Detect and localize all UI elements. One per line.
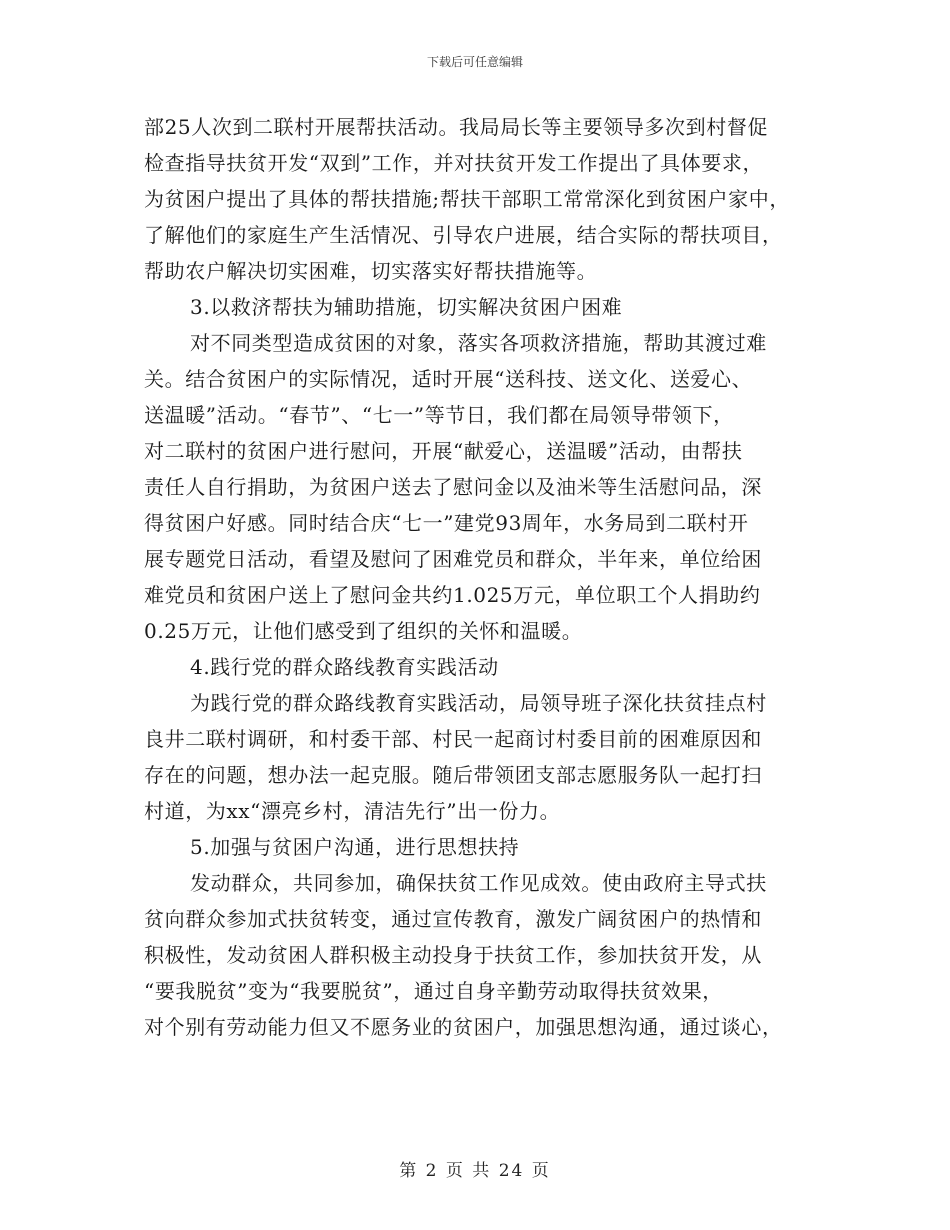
body-line: 积极性，发动贫困人群积极主动投身于扶贫工作，参加扶贫开发，从 — [144, 943, 762, 967]
document-body — [144, 109, 816, 1045]
body-line: 对二联村的贫困户进行慰问，开展“献爱心，送温暖”活动，由帮扶 — [144, 439, 743, 463]
body-line: 3.以救济帮扶为辅助措施，切实解决贫困户困难 — [190, 295, 623, 319]
page-number: 第 2 页 共 24 页 — [399, 1161, 551, 1181]
body-line: 村道，为xx“漂亮乡村，清洁先行”出一份力。 — [144, 799, 561, 823]
body-line: 为践行党的群众路线教育实践活动，局领导班子深化扶贫挂点村 — [190, 691, 767, 715]
body-line: 责任人自行捐助，为贫困户送去了慰问金以及油米等生活慰问品，深 — [144, 475, 762, 499]
body-line: 良井二联村调研，和村委干部、村民一起商讨村委目前的困难原因和 — [144, 727, 762, 751]
body-line: 4.践行党的群众路线教育实践活动 — [190, 655, 499, 679]
body-line: 发动群众，共同参加，确保扶贫工作见成效。使由政府主导式扶 — [190, 871, 767, 895]
body-line: 送温暖”活动。“春节”、“七一”等节日，我们都在局领导带领下， — [144, 403, 734, 427]
body-line: 检查指导扶贫开发“双到”工作，并对扶贫开发工作提出了具体要求， — [144, 151, 764, 175]
body-line: 难党员和贫困户送上了慰问金共约1.025万元，单位职工个人捐助约 — [144, 583, 761, 607]
body-line: 为贫困户提出了具体的帮扶措施;帮扶干部职工常常深化到贫困户家中， — [144, 187, 790, 211]
body-line: 对不同类型造成贫困的对象，落实各项救济措施，帮助其渡过难 — [190, 331, 767, 355]
body-line: 了解他们的家庭生产生活情况、引导农户进展，结合实际的帮扶项目， — [144, 223, 783, 247]
body-line: 5.加强与贫困户沟通，进行思想扶持 — [190, 835, 520, 859]
body-line: 0.25万元，让他们感受到了组织的关怀和温暖。 — [144, 619, 583, 643]
body-line: 部25人次到二联村开展帮扶活动。我局局长等主要领导多次到村督促 — [144, 115, 769, 139]
body-line: 关。结合贫困户的实际情况，适时开展“送科技、送文化、送爱心、 — [144, 367, 753, 391]
header-note: 下载后可任意编辑 — [426, 55, 523, 69]
body-line: 得贫困户好感。同时结合庆“七一”建党93周年，水务局到二联村开 — [144, 511, 749, 535]
body-line: 帮助农户解决切实困难，切实落实好帮扶措施等。 — [144, 259, 598, 283]
body-line: 对个别有劳动能力但又不愿务业的贫困户，加强思想沟通，通过谈心， — [144, 1015, 783, 1039]
body-line: 展专题党日活动，看望及慰问了困难党员和群众，半年来，单位给困 — [144, 547, 762, 571]
body-line: “要我脱贫”变为“我要脱贫”，通过自身辛勤劳动取得扶贫效果， — [144, 979, 723, 1003]
body-line: 贫向群众参加式扶贫转变，通过宣传教育，激发广阔贫困户的热情和 — [144, 907, 762, 931]
body-line: 存在的问题，想办法一起克服。随后带领团支部志愿服务队一起打扫 — [144, 763, 762, 787]
